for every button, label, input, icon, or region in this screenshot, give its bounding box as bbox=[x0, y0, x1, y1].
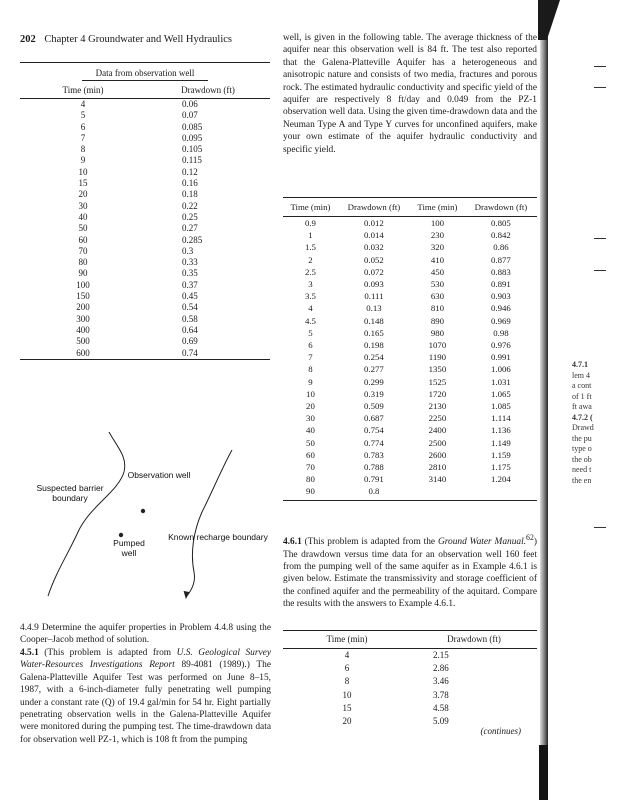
diagram-lines bbox=[20, 432, 280, 602]
table-row bbox=[283, 351, 537, 363]
table-cell: 7 bbox=[80, 132, 86, 143]
table-cell: 0.16 bbox=[182, 178, 198, 189]
barrier-label: Suspected barrier boundary bbox=[36, 483, 104, 503]
drawdown-table-4-6-1 bbox=[283, 630, 537, 728]
column-header: Time (min) bbox=[283, 198, 338, 217]
table-row bbox=[20, 122, 270, 133]
problem-4-6-1 bbox=[283, 532, 537, 611]
table-cell: 980 bbox=[430, 327, 445, 338]
table-cell: 0.18 bbox=[182, 189, 198, 200]
problem-number: 4.5.1 bbox=[20, 648, 39, 658]
table-cell: 40 bbox=[306, 425, 315, 436]
table-cell: 20 bbox=[342, 716, 352, 727]
table-cell: 0.285 bbox=[182, 234, 203, 245]
table-cell: 0.45 bbox=[182, 291, 198, 302]
table-cell: 1 bbox=[308, 230, 313, 241]
table-cell: 0.35 bbox=[182, 268, 198, 279]
table-cell: 320 bbox=[430, 242, 445, 253]
table-cell: 0.842 bbox=[491, 230, 511, 241]
table-cell: 2400 bbox=[428, 425, 447, 436]
table-cell: 890 bbox=[430, 315, 445, 326]
table-cell: 2 bbox=[308, 254, 313, 265]
table-caption: Data from observation well bbox=[82, 68, 209, 81]
table-cell: 40 bbox=[78, 211, 88, 222]
column-header: Time (min) bbox=[283, 631, 411, 649]
table-cell: 1.031 bbox=[491, 376, 511, 387]
table-row bbox=[283, 412, 537, 424]
table-row bbox=[283, 315, 537, 327]
table-row bbox=[20, 325, 270, 336]
table-cell: 10 bbox=[306, 388, 315, 399]
table-row bbox=[283, 241, 537, 253]
facing-page-rule bbox=[594, 66, 606, 67]
facing-page-rule bbox=[594, 238, 606, 239]
table-row bbox=[283, 266, 537, 278]
table-cell: 0.687 bbox=[364, 413, 384, 424]
footnote-marker: 62 bbox=[526, 533, 534, 542]
table-row bbox=[283, 485, 537, 500]
table-row bbox=[20, 201, 270, 212]
table-cell: 0.509 bbox=[364, 401, 384, 412]
table-cell: 50 bbox=[306, 437, 315, 448]
table-row bbox=[20, 178, 270, 189]
table-row bbox=[283, 400, 537, 412]
table-row bbox=[283, 217, 537, 230]
table-cell: 0.13 bbox=[366, 303, 382, 314]
table-row bbox=[283, 675, 537, 688]
table-row bbox=[283, 302, 537, 314]
table-cell: 150 bbox=[76, 291, 90, 302]
observation-well-table bbox=[20, 62, 270, 360]
table-cell: 3140 bbox=[428, 474, 447, 485]
table-cell: 6 bbox=[344, 663, 350, 674]
table-cell: 1720 bbox=[428, 388, 447, 399]
pumped-label: Pumped well bbox=[113, 538, 145, 558]
table-row bbox=[283, 388, 537, 400]
column-header: Drawdown (ft) bbox=[146, 83, 270, 99]
table-cell: 20 bbox=[306, 401, 315, 412]
table-cell: 600 bbox=[20, 348, 146, 360]
table-cell: 7 bbox=[308, 352, 313, 363]
table-row bbox=[20, 189, 270, 200]
problem-4-4-9: 4.4.9 Determine the aquifer properties in Problem 4.4.8 using the Cooper–Jacob method of solution. bbox=[20, 623, 271, 646]
problem-text: ) The drawdown versus time data for an observation well 160 feet from the pumping well of the same aquifer as in Example 4.6.1 is given below. Estimate the transmissivity and storage coefficient of the confined aquifer and the permeability of the aquitard. Compare the results with the answers to Example 4.6.1. bbox=[283, 537, 537, 610]
table-cell: 530 bbox=[430, 279, 445, 290]
table-cell: 3.46 bbox=[433, 676, 449, 687]
table-cell: 0.12 bbox=[182, 166, 198, 177]
boundary-diagram bbox=[20, 432, 280, 602]
table-cell: 0.54 bbox=[182, 302, 198, 313]
column-header: Time (min) bbox=[410, 198, 465, 217]
table-row bbox=[283, 449, 537, 461]
table-cell: 20 bbox=[78, 189, 88, 200]
table-cell bbox=[465, 485, 537, 500]
table-cell: 1190 bbox=[428, 352, 447, 363]
table-cell: 1.204 bbox=[491, 474, 511, 485]
table-cell: 50 bbox=[78, 223, 88, 234]
table-cell: 0.9 bbox=[304, 218, 316, 228]
column-header: Drawdown (ft) bbox=[465, 198, 537, 217]
table-cell: 0.012 bbox=[364, 218, 384, 228]
table-cell: 1070 bbox=[428, 340, 447, 351]
table-cell: 4.5 bbox=[304, 315, 316, 326]
table-cell: 10 bbox=[342, 689, 352, 700]
table-cell: 1.085 bbox=[491, 401, 511, 412]
table-cell: 4.58 bbox=[433, 702, 449, 713]
table-cell: 0.254 bbox=[364, 352, 384, 363]
table-cell: 60 bbox=[306, 449, 315, 460]
facing-page-rule bbox=[594, 87, 606, 88]
table-cell: 15 bbox=[342, 702, 352, 713]
table-row bbox=[20, 144, 270, 155]
table-cell: 1525 bbox=[428, 376, 447, 387]
table-cell: 0.791 bbox=[364, 474, 384, 485]
table-cell: 0.093 bbox=[364, 279, 384, 290]
table-cell: 0.148 bbox=[364, 315, 384, 326]
table-cell: 200 bbox=[76, 302, 90, 313]
table-cell: 3 bbox=[308, 279, 313, 290]
table-cell: 0.052 bbox=[364, 254, 384, 265]
table-row bbox=[283, 461, 537, 473]
page-number: 202 bbox=[20, 34, 36, 45]
problem-text: (This problem is adapted from the bbox=[304, 537, 438, 548]
observation-label: Observation well bbox=[127, 470, 191, 480]
table-cell: 0.299 bbox=[364, 376, 384, 387]
table-row bbox=[20, 348, 270, 360]
table-cell: 5 bbox=[80, 110, 86, 121]
table-cell: 0.976 bbox=[491, 340, 511, 351]
table-cell: 90 bbox=[78, 268, 88, 279]
recharge-label: Known recharge boundary bbox=[168, 532, 268, 542]
table-cell: 0.788 bbox=[364, 462, 384, 473]
table-row bbox=[20, 280, 270, 291]
facing-page-text: 4.7.1 lem 4 a cont of 1 ft ft awa 4.7.2 ( Drawd the pu type o the ob need t the en bbox=[572, 360, 594, 485]
table-row bbox=[20, 155, 270, 166]
table-row bbox=[20, 246, 270, 257]
table-cell: 0.198 bbox=[364, 340, 384, 351]
continues-label: (continues) bbox=[480, 726, 521, 736]
table-cell: 0.86 bbox=[493, 242, 509, 253]
table-cell: 0.969 bbox=[491, 315, 511, 326]
table-row bbox=[283, 278, 537, 290]
chapter-title: Chapter 4 Groundwater and Well Hydraulics bbox=[44, 34, 232, 45]
table-cell: 0.891 bbox=[491, 279, 511, 290]
table-cell: 1.006 bbox=[491, 364, 511, 375]
table-cell: 0.014 bbox=[364, 230, 384, 241]
table-cell: 90 bbox=[283, 485, 338, 500]
problem-4-5-1-continued: well, is given in the following table. The average thickness of the aquifer near this observation well is 84 ft. The test also reported that the Galena-Platteville Aquifer has a heterogeneous and anisotropic nature and consists of two media, fractures and porous rock. The estimated hydraulic conductivity and specific yield of the aquifer are respectively 8 ft/day and 0.049 from the PZ-1 observation well data. Using the given time-drawdown data and the Neuman Type A and Type Y curves for unconfined aquifers, make your own estimate of the aquifer hydraulic conductivity and specific yield. bbox=[283, 33, 537, 155]
table-cell: 0.903 bbox=[491, 291, 511, 302]
table-cell: 0.032 bbox=[364, 242, 384, 253]
table-cell: 3.78 bbox=[433, 689, 449, 700]
problem-text: (This problem is adapted from bbox=[44, 648, 177, 658]
table-cell: 0.3 bbox=[182, 245, 194, 256]
table-cell: 1.175 bbox=[491, 462, 511, 473]
running-header bbox=[20, 34, 232, 45]
table-row bbox=[283, 363, 537, 375]
table-cell: 30 bbox=[306, 413, 315, 424]
table-row bbox=[283, 473, 537, 485]
binding-shadow bbox=[539, 745, 548, 800]
table-cell: 70 bbox=[78, 245, 88, 256]
table-row bbox=[283, 437, 537, 449]
problem-text: 89-4081 (1989).) The Galena-Platteville Aquifer Test was performed on June 8–15, 1987, with a 6-inch-diameter fully penetrating well pumping under a constant rate (Q) of 19.4 gal/min for 54 hr. Eight partially penetrating observation wells in the Galena-Platteville Aquifer were monitored during the pumping test. The time-drawdown data for observation well PZ-1, which is 108 ft from the pumping bbox=[20, 660, 271, 745]
table-cell: 0.25 bbox=[182, 211, 198, 222]
source-title: Ground Water Manual. bbox=[437, 537, 527, 548]
table-row bbox=[20, 110, 270, 121]
column-header: Drawdown (ft) bbox=[411, 631, 537, 649]
table-cell: 80 bbox=[306, 474, 315, 485]
table-cell: 1.5 bbox=[304, 242, 316, 253]
table-cell: 8 bbox=[80, 144, 86, 155]
table-row bbox=[283, 290, 537, 302]
table-cell: 0.774 bbox=[364, 437, 384, 448]
table-cell: 80 bbox=[78, 257, 88, 268]
table-cell: 70 bbox=[306, 462, 315, 473]
barrier-boundary-line bbox=[48, 432, 125, 596]
table-cell: 8 bbox=[344, 676, 350, 687]
problem-4-5-1 bbox=[20, 647, 271, 746]
table-cell: 2.86 bbox=[433, 663, 449, 674]
source-title: U.S. Geological Survey Water-Resources Investigations Report bbox=[20, 648, 271, 671]
table-cell: 4 bbox=[344, 650, 350, 660]
table-cell: 500 bbox=[76, 336, 90, 347]
table-cell: 100 bbox=[76, 279, 90, 290]
table-cell: 3.5 bbox=[304, 291, 316, 302]
table-cell: 400 bbox=[76, 324, 90, 335]
table-row bbox=[283, 376, 537, 388]
table-cell: 0.06 bbox=[182, 99, 198, 109]
table-cell: 0.319 bbox=[364, 388, 384, 399]
table-cell: 0.783 bbox=[364, 449, 384, 460]
table-row bbox=[20, 235, 270, 246]
table-cell bbox=[410, 485, 465, 500]
table-row bbox=[20, 314, 270, 325]
table-cell: 0.64 bbox=[182, 324, 198, 335]
table-cell: 1.065 bbox=[491, 388, 511, 399]
table-row bbox=[20, 212, 270, 223]
table-cell: 4 bbox=[308, 303, 313, 314]
table-row bbox=[20, 291, 270, 302]
table-cell: 0.165 bbox=[364, 327, 384, 338]
observation-well-point bbox=[141, 509, 145, 513]
table-cell: 0.754 bbox=[364, 425, 384, 436]
table-row bbox=[283, 424, 537, 436]
binding-shadow bbox=[538, 0, 560, 40]
table-row bbox=[20, 223, 270, 234]
table-row bbox=[283, 254, 537, 266]
table-cell: 30 bbox=[78, 200, 88, 211]
table-cell: 2500 bbox=[428, 437, 447, 448]
table-cell: 2600 bbox=[428, 449, 447, 460]
table-row bbox=[283, 327, 537, 339]
table-row bbox=[283, 339, 537, 351]
table-cell: 300 bbox=[76, 313, 90, 324]
table-cell: 6 bbox=[308, 340, 313, 351]
table-cell: 0.805 bbox=[491, 218, 511, 228]
table-row bbox=[20, 302, 270, 313]
column-header: Drawdown (ft) bbox=[338, 198, 410, 217]
table-cell: 0.8 bbox=[338, 485, 410, 500]
table-row bbox=[20, 167, 270, 178]
table-cell: 0.111 bbox=[364, 291, 384, 302]
table-cell: 2810 bbox=[428, 462, 447, 473]
table-cell: 0.883 bbox=[491, 266, 511, 277]
table-cell: 630 bbox=[430, 291, 445, 302]
facing-page-rule bbox=[594, 270, 606, 271]
table-row bbox=[283, 649, 537, 663]
table-cell: 1.149 bbox=[491, 437, 511, 448]
table-cell: 100 bbox=[430, 218, 445, 228]
table-row bbox=[283, 689, 537, 702]
table-cell: 0.58 bbox=[182, 313, 198, 324]
table-cell: 1.159 bbox=[491, 449, 511, 460]
problem-number: 4.6.1 bbox=[283, 537, 302, 548]
table-cell: 230 bbox=[430, 230, 445, 241]
table-cell: 2130 bbox=[428, 401, 447, 412]
table-cell: 1350 bbox=[428, 364, 447, 375]
table-cell: 10 bbox=[78, 166, 88, 177]
table-cell: 810 bbox=[430, 303, 445, 314]
table-cell: 2.15 bbox=[433, 650, 449, 660]
table-cell: 9 bbox=[308, 376, 313, 387]
table-cell: 0.22 bbox=[182, 200, 198, 211]
table-cell: 0.07 bbox=[182, 110, 198, 121]
table-cell: 0.27 bbox=[182, 223, 198, 234]
table-cell: 1.136 bbox=[491, 425, 511, 436]
table-cell: 0.877 bbox=[491, 254, 511, 265]
table-cell: 60 bbox=[78, 234, 88, 245]
table-cell: 0.946 bbox=[491, 303, 511, 314]
table-cell: 0.74 bbox=[146, 348, 270, 360]
table-cell: 8 bbox=[308, 364, 313, 375]
table-cell: 0.98 bbox=[493, 327, 509, 338]
table-cell: 0.991 bbox=[491, 352, 511, 363]
table-cell: 4 bbox=[80, 99, 86, 109]
table-row bbox=[283, 229, 537, 241]
table-cell: 2.5 bbox=[304, 266, 316, 277]
table-cell: 0.37 bbox=[182, 279, 198, 290]
table-cell: 2250 bbox=[428, 413, 447, 424]
column-header: Time (min) bbox=[20, 83, 146, 99]
table-cell: 5 bbox=[308, 327, 313, 338]
table-cell: 410 bbox=[430, 254, 445, 265]
table-row bbox=[20, 336, 270, 347]
table-cell: 0.33 bbox=[182, 257, 198, 268]
facing-page-rule bbox=[594, 527, 606, 528]
book-binding bbox=[540, 0, 548, 800]
table-row bbox=[20, 257, 270, 268]
table-cell: 450 bbox=[430, 266, 445, 277]
table-cell: 5.09 bbox=[433, 716, 449, 727]
table-cell: 0.072 bbox=[364, 266, 384, 277]
table-cell: 9 bbox=[80, 155, 86, 166]
table-cell: 0.69 bbox=[182, 336, 198, 347]
table-cell: 1.114 bbox=[491, 413, 511, 424]
table-row bbox=[283, 662, 537, 675]
table-cell: 15 bbox=[78, 178, 88, 189]
table-cell: 6 bbox=[80, 121, 86, 132]
time-drawdown-table bbox=[283, 197, 537, 501]
table-cell: 0.095 bbox=[182, 132, 203, 143]
table-row bbox=[20, 133, 270, 144]
table-cell: 0.105 bbox=[182, 144, 203, 155]
table-row bbox=[20, 268, 270, 279]
table-cell: 0.085 bbox=[182, 121, 203, 132]
table-cell: 0.115 bbox=[182, 155, 202, 166]
table-row bbox=[283, 702, 537, 715]
pumped-well-point bbox=[119, 533, 123, 537]
table-cell: 0.277 bbox=[364, 364, 384, 375]
table-row bbox=[20, 99, 270, 111]
